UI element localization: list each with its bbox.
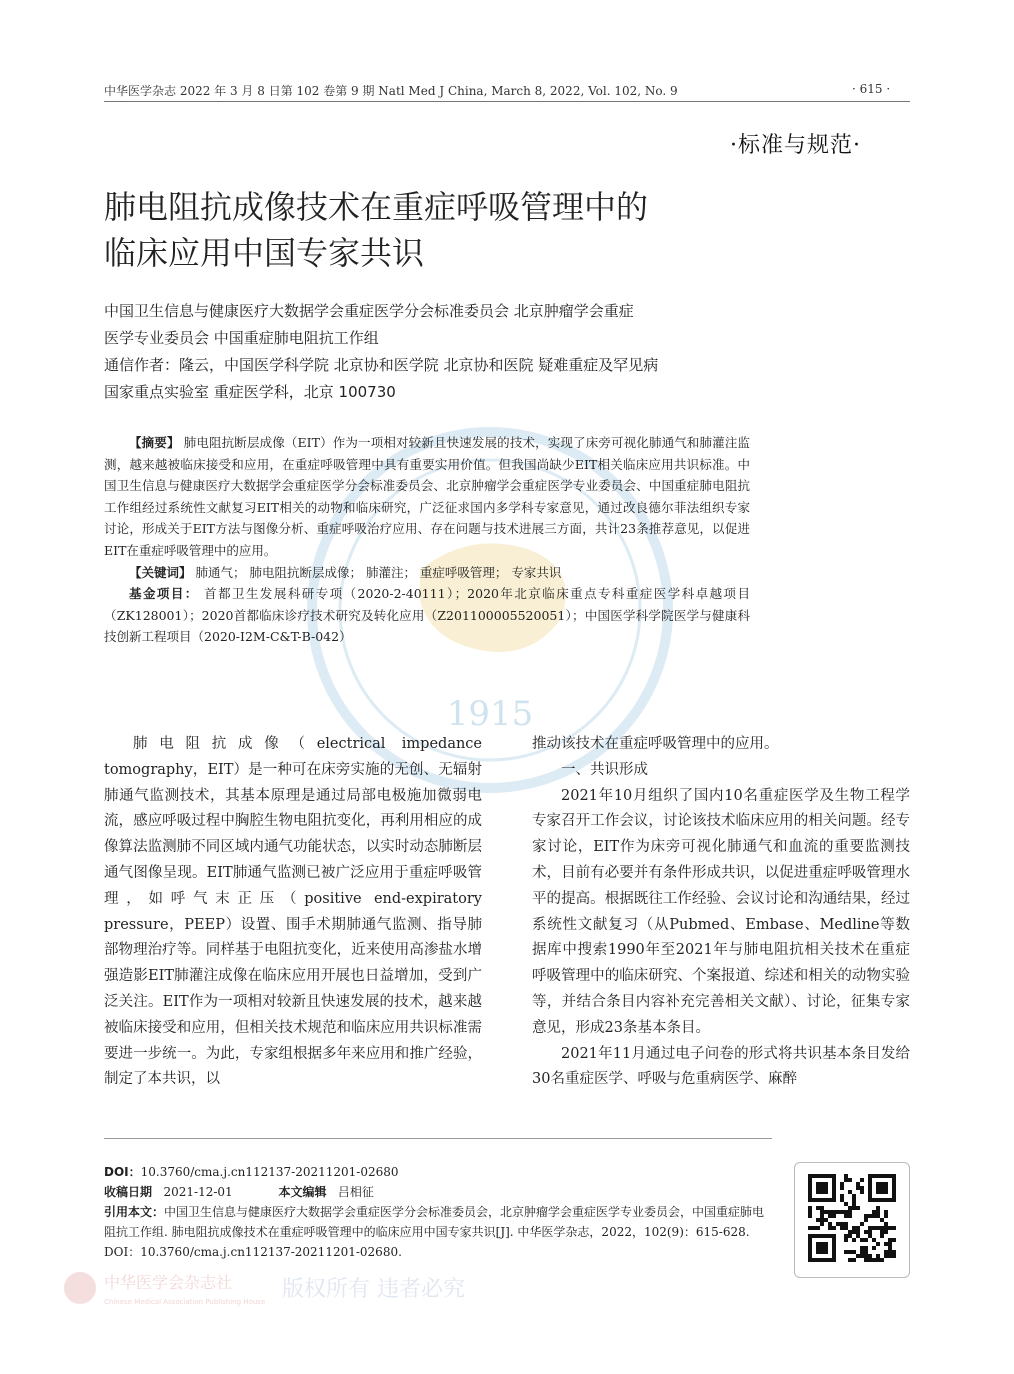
journal-header: 中华医学杂志 2022 年 3 月 8 日第 102 卷第 9 期 Natl Med J China, March 8, 2022, Vol. 102, No. 9 (104, 84, 678, 98)
svg-text:版权所有 违者必究: 版权所有 违者必究 (282, 1277, 465, 1302)
authors-line-4: 国家重点实验室 重症医学科，北京 100730 (104, 383, 396, 401)
column-tag: ·标准与规范· (730, 133, 861, 158)
cma-publishing-house-logo (60, 1266, 480, 1310)
body-paragraph: 2021年10月组织了国内10名重症医学及生物工程学专家召开工作会议，讨论该技术临床应用的相关问题。经专家讨论，EIT作为床旁可视化肺通气和血流的重要监测技术，目前有必要并有条件形成共识，以促进重症呼吸管理水平的提高。根据既往工作经验、会议讨论和沟通结果，经过系统性文献复习（从Pubmed、Embase、Medline等数据库中搜索1990年至2021年与肺电阻抗相关技术在重症呼吸管理中的临床研究、个案报道、综述和相关的动物实验等，并结合条目内容补充完善相关文献）、讨论，征集专家意见，形成23条基本条目。 (532, 787, 910, 1036)
body-right-column (532, 732, 910, 1093)
abstract-text: 肺电阻抗断层成像（EIT）作为一项相对较新且快速发展的技术，实现了床旁可视化肺通气和肺灌注监测，越来越被临床接受和应用，在重症呼吸管理中具有重要实用价值。但我国尚缺少EIT相关临床应用共识标准。中国卫生信息与健康医疗大数据学会重症医学分会标准委员会、北京肿瘤学会重症医学专业委员会、中国重症肺电阻抗工作组经过系统性文献复习EIT相关的动物和临床研究，广泛征求国内多学科专家意见，通过改良德尔菲法组织专家讨论，形成关于EIT方法与图像分析、重症呼吸治疗应用、存在问题与技术进展三方面，共计23条推荐意见，以促进EIT在重症呼吸管理中的应用。 (104, 435, 750, 558)
author-block (104, 298, 658, 406)
keywords-text: 肺通气； 肺电阻抗断层成像； 肺灌注； 重症呼吸管理； 专家共识 (195, 564, 562, 580)
svg-text:1915: 1915 (446, 694, 534, 734)
body-left-column (104, 732, 482, 1093)
abstract-label: 【摘要】 (129, 435, 180, 450)
section-heading: 一、共识形成 (561, 761, 648, 778)
editor-name: 吕相征 (337, 1185, 374, 1199)
svg-text:Chinese Medical Association Pu: Chinese Medical Association Publishing House (104, 1298, 266, 1306)
footer-rule (104, 1138, 772, 1139)
body-paragraph: 肺电阻抗成像（electrical impedance tomography，EIT）是一种可在床旁实施的无创、无辐射肺通气监测技术，其基本原理是通过局部电极施加微弱电流，感应呼吸过程中胸腔生物电阻抗变化，再利用相应的成像算法监测肺不同区域内通气功能状态，以实时动态肺断层通气图像呈现。EIT肺通气监测已被广泛应用于重症呼吸管理，如呼气末正压（positive end-expiratory pressure，PEEP）设置、围手术期肺通气监测、指导肺部物理治疗等。同样基于电阻抗变化，近来使用高渗盐水增强造影EIT肺灌注成像在临床应用开展也日益增加，受到广泛关注。EIT作为一项相对较新且快速发展的技术，越来越被临床接受和应用，但相关技术规范和临床应用共识标准需要进一步统一。为此，专家组根据多年来应用和推广经验，制定了本共识，以 (104, 736, 482, 1088)
header-rule (104, 101, 910, 102)
qr-code-icon[interactable] (808, 1174, 896, 1262)
article-footer (104, 1162, 774, 1262)
abstract-block (104, 432, 750, 648)
received-date: 2021-12-01 (163, 1185, 233, 1199)
editor-label: 本文编辑 (278, 1185, 327, 1199)
page-number: · 615 · (852, 82, 891, 96)
fund-text: 首都卫生发展科研专项（2020-2-40111）；2020年北京临床重点专科重症医学科卓越项目（ZK128001）；2020首都临床诊疗技术研究及转化应用（Z201100005520051）；中国医学科学院医学与健康科技创新工程项目（2020-I2M-C&T-B-042） (104, 586, 750, 645)
fund-paragraph (104, 583, 750, 648)
citation-label: 引用本文： (104, 1205, 165, 1219)
keywords-label: 【关键词】 (129, 564, 192, 580)
authors-line-2: 医学专业委员会 中国重症肺电阻抗工作组 (104, 329, 379, 347)
authors-line-3: 通信作者：隆云，中国医学科学院 北京协和医学院 北京协和医院 疑难重症及罕见病 (104, 356, 659, 374)
title-line-1: 肺电阻抗成像技术在重症呼吸管理中的 (104, 188, 649, 226)
abstract-paragraph (104, 432, 750, 562)
fund-label: 基金项目： (129, 586, 199, 602)
doi-value[interactable]: 10.3760/cma.j.cn112137-20211201-02680 (140, 1165, 399, 1179)
svg-text:中华医学会杂志社: 中华医学会杂志社 (104, 1273, 233, 1292)
citation-line (104, 1202, 774, 1262)
body-paragraph: 2021年11月通过电子问卷的形式将共识基本条目发给30名重症医学、呼吸与危重病医学、麻醉 (532, 1045, 910, 1088)
article-title (104, 184, 648, 276)
doi-label: DOI： (104, 1165, 141, 1179)
keywords-paragraph (104, 562, 750, 584)
title-line-2: 临床应用中国专家共识 (104, 234, 425, 272)
received-line (104, 1182, 774, 1202)
received-label: 收稿日期 (104, 1185, 153, 1199)
citation-text: 中国卫生信息与健康医疗大数据学会重症医学分会标准委员会，北京肿瘤学会重症医学专业委员会，中国重症肺电阻抗工作组. 肺电阻抗成像技术在重症呼吸管理中的临床应用中国专家共识[J]. 中华医学杂志，2022，102(9)：615-628. DOI：10.3760/cma.j.cn112137-20211201-02680. (104, 1205, 765, 1259)
doi-line (104, 1162, 774, 1182)
body-paragraph: 推动该技术在重症呼吸管理中的应用。 (532, 736, 779, 752)
authors-line-1: 中国卫生信息与健康医疗大数据学会重症医学分会标准委员会 北京肿瘤学会重症 (104, 302, 634, 320)
